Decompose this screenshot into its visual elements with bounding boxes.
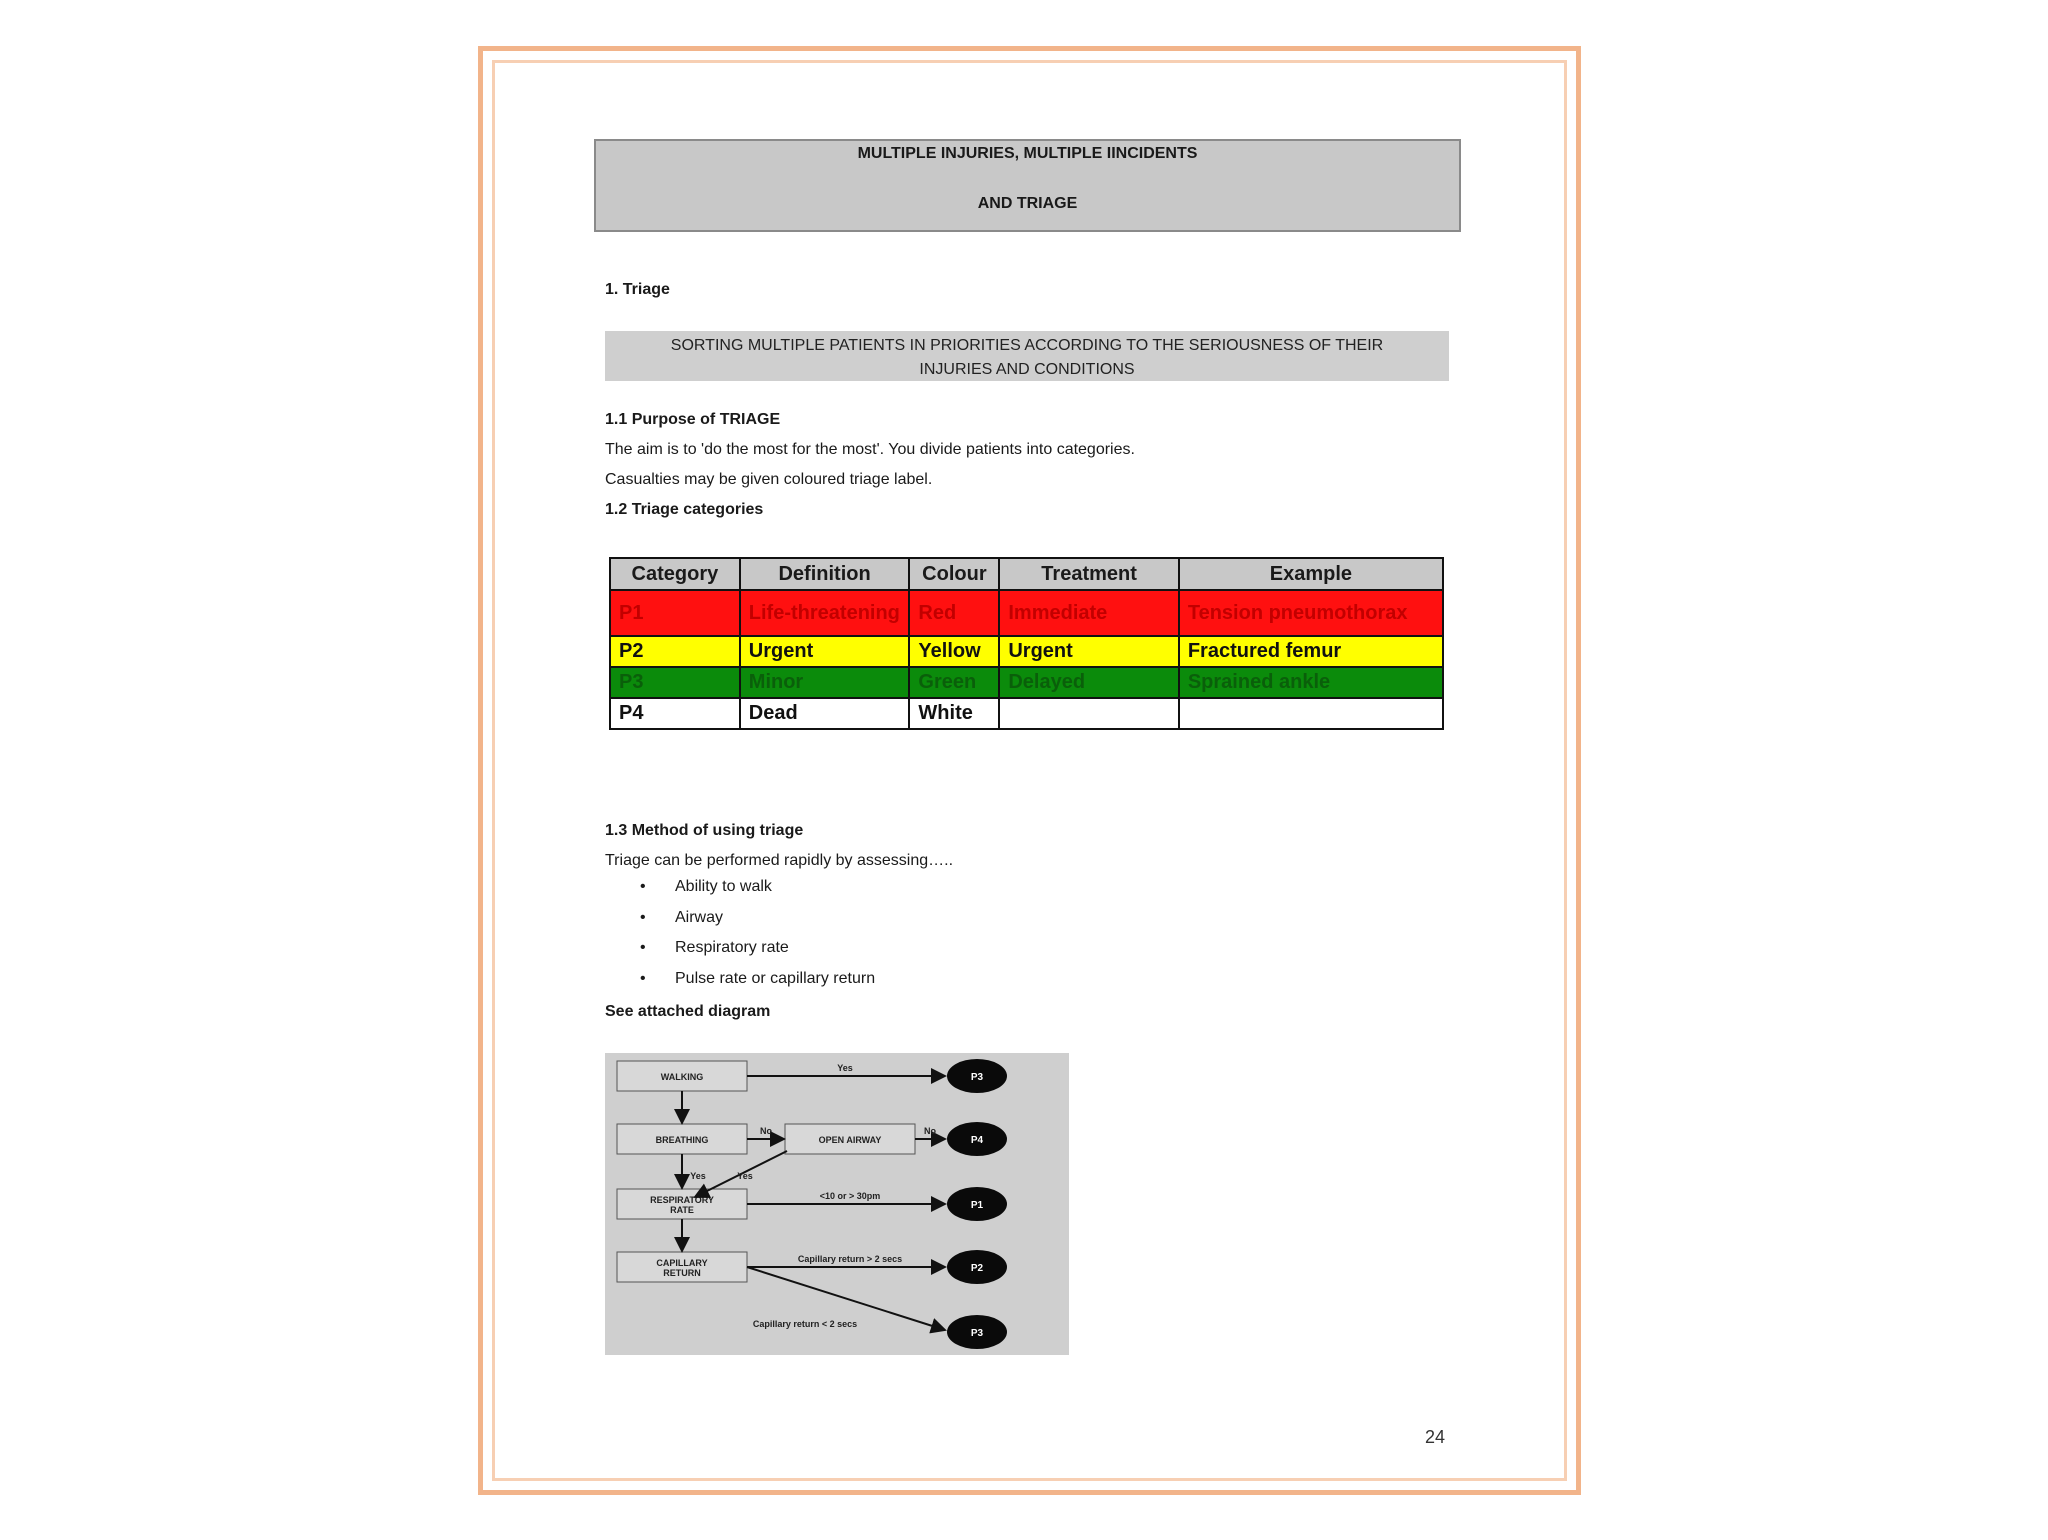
- outcome-p3-walking-label: P3: [970, 1072, 984, 1083]
- page-number: 24: [1425, 1427, 1446, 1447]
- capillary-return-label-1: CAPILLARY: [656, 1258, 708, 1268]
- table-cell: Green: [909, 667, 999, 698]
- section-heading-triage: 1. Triage: [605, 281, 670, 298]
- categories-heading: 1.2 Triage categories: [605, 501, 764, 518]
- method-heading: 1.3 Method of using triage: [605, 822, 804, 839]
- table-cell: Urgent: [999, 636, 1178, 667]
- table-cell: Life-threatening: [740, 590, 910, 636]
- definition-line-2: INJURIES AND CONDITIONS: [919, 361, 1135, 378]
- list-item: [640, 970, 875, 1001]
- table-cell: Delayed: [999, 667, 1178, 698]
- label-no-breathing: No: [760, 1126, 772, 1136]
- label-yes-airway: Yes: [737, 1171, 753, 1181]
- assessment-list: [640, 878, 875, 1000]
- table-cell: Minor: [740, 667, 910, 698]
- see-diagram-note: See attached diagram: [605, 1003, 771, 1020]
- table-cell: White: [909, 698, 999, 729]
- outcome-p1-label: P1: [970, 1200, 984, 1211]
- list-item-text: Airway: [675, 908, 724, 926]
- bullet-icon: •: [640, 878, 646, 895]
- col-header-category: Category: [610, 558, 740, 590]
- col-header-example: Example: [1179, 558, 1443, 590]
- bullet-icon: •: [640, 908, 646, 926]
- outcome-p4-label: P4: [970, 1135, 984, 1146]
- table-row-p4: [610, 698, 1443, 729]
- col-header-definition: Definition: [740, 558, 910, 590]
- list-item-text: Respiratory rate: [675, 939, 789, 956]
- bullet-icon: •: [640, 969, 646, 987]
- list-item-text: Ability to walk: [675, 878, 772, 895]
- outcome-p2-label: P2: [970, 1263, 984, 1274]
- method-intro: Triage can be performed rapidly by assessing…..: [605, 852, 954, 869]
- document-title-box: [594, 139, 1461, 232]
- list-item-text: Pulse rate or capillary return: [675, 969, 876, 987]
- open-airway-label: OPEN AIRWAY: [818, 1135, 882, 1145]
- table-cell: P3: [610, 667, 740, 698]
- label-cr-greater: Capillary return > 2 secs: [797, 1254, 903, 1264]
- purpose-line-1: The aim is to 'do the most for the most'. You divide patients into categories.: [605, 441, 1135, 458]
- label-cr-less: Capillary return < 2 secs: [752, 1319, 858, 1329]
- list-item: [640, 878, 875, 909]
- flow-diagram-svg: [605, 1053, 1069, 1355]
- table-cell: Urgent: [740, 636, 910, 667]
- outcome-p3-capillary-label: P3: [970, 1328, 984, 1339]
- col-header-colour: Colour: [909, 558, 999, 590]
- walking-label: WALKING: [660, 1072, 704, 1082]
- table-cell: Dead: [740, 698, 910, 729]
- capillary-return-label-2: RETURN: [663, 1268, 701, 1278]
- list-item: [640, 939, 875, 970]
- bullet-icon: •: [640, 939, 646, 956]
- respiratory-rate-label-1: RESPIRATORY: [650, 1195, 714, 1205]
- table-cell: P4: [610, 698, 740, 729]
- label-yes-walking: Yes: [837, 1063, 853, 1073]
- table-cell: [1179, 698, 1443, 729]
- table-cell: Sprained ankle: [1179, 667, 1443, 698]
- breathing-label: BREATHING: [655, 1135, 709, 1145]
- purpose-heading: 1.1 Purpose of TRIAGE: [605, 411, 781, 428]
- table-cell: Red: [909, 590, 999, 636]
- table-cell: P2: [610, 636, 740, 667]
- triage-definition-box: [605, 331, 1449, 381]
- definition-line-1: SORTING MULTIPLE PATIENTS IN PRIORITIES ACCORDING TO THE SERIOUSNESS OF THEIR: [670, 337, 1384, 354]
- table-cell: Fractured femur: [1179, 636, 1443, 667]
- title-line-2: AND TRIAGE: [977, 195, 1078, 212]
- table-cell: Immediate: [999, 590, 1178, 636]
- title-line-1: MULTIPLE INJURIES, MULTIPLE IINCIDENTS: [857, 145, 1198, 162]
- list-item: [640, 909, 875, 940]
- table-row-p1: [610, 590, 1443, 636]
- label-rr-threshold: <10 or > 30pm: [819, 1191, 881, 1201]
- table-row-p3: [610, 667, 1443, 698]
- triage-categories-table: [609, 557, 1444, 730]
- label-no-airway: No: [924, 1126, 936, 1136]
- table-cell: [999, 698, 1178, 729]
- label-yes-breathing: Yes: [690, 1171, 706, 1181]
- col-header-treatment: Treatment: [999, 558, 1178, 590]
- table-cell: Yellow: [909, 636, 999, 667]
- triage-flow-diagram: [605, 1053, 1069, 1355]
- table-cell: Tension pneumothorax: [1179, 590, 1443, 636]
- table-row-p2: [610, 636, 1443, 667]
- table-header-row: [610, 558, 1443, 590]
- purpose-line-2: Casualties may be given coloured triage label.: [605, 471, 933, 488]
- respiratory-rate-label-2: RATE: [670, 1205, 694, 1215]
- table-cell: P1: [610, 590, 740, 636]
